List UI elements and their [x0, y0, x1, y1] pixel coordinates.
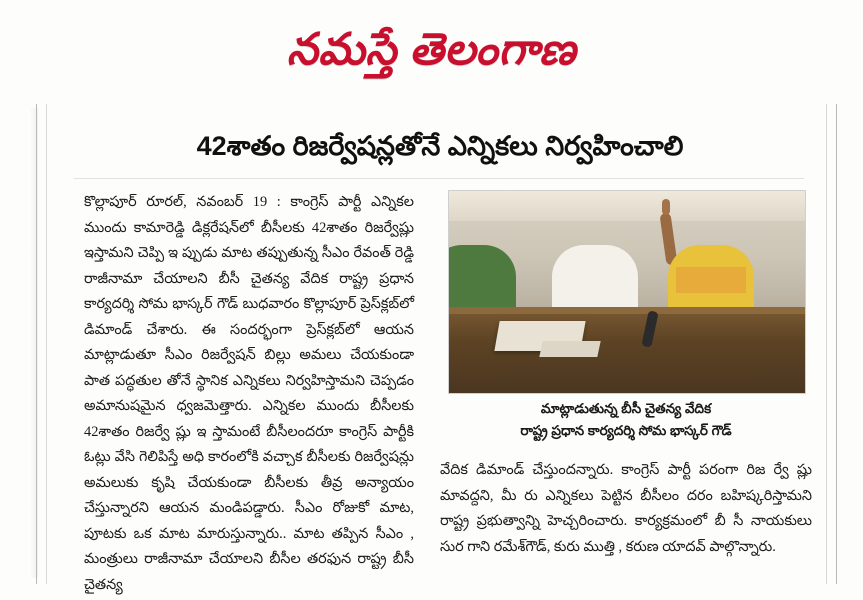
masthead — [0, 18, 863, 88]
person-scarf — [676, 267, 746, 293]
article-photo — [448, 190, 806, 394]
article-column-2: వేదిక డిమాండ్ చేస్తుందన్నారు. కాంగ్రెస్ పార్టీ పరంగా రిజ ర్వే ష్లు మావద్దని, మీ రు ఎన్నికలు పెట్టిన బీసీలం దరం బహిష్కరిస్తామని రాష్ట్ర ప్రభుత్వాన్ని హెచ్చరించారు. కార్యక్రమంలో బీ సీ నాయకులు సుర గాని రమేశ్‌గౌడ్, కురు ముత్తి , కరుణ యాదవ్ పాల్గొన్నారు. — [440, 462, 812, 555]
photo-caption — [440, 398, 812, 442]
photo-wall-band — [449, 191, 805, 221]
photo-paper-sheet-secondary — [539, 341, 600, 357]
headline-divider — [74, 178, 804, 179]
photo-caption-line-1: మాట్లాడుతున్న బీసీ చైతన్య వేదిక — [540, 401, 712, 416]
article-headline: 42శాతం రిజర్వేషన్లతోనే ఎన్నికలు నిర్వహించాలి — [196, 131, 684, 161]
person-pointing-finger — [662, 199, 670, 215]
column-rule-left-outer — [36, 104, 37, 584]
article-column-1: కొల్లాపూర్ రూరల్, నవంబర్ 19 : కాంగ్రెస్ పార్టీ ఎన్నికల ముందు కామారెడ్డి డిక్లరేషన్‌లో బీసీలకు 42శాతం రిజర్వేష్లు ఇస్తామని చెప్పి ఇ ప్పుడు మాట తప్పుతున్న సీఎం రేవంత్ రెడ్డి రాజీనామా చేయాలని బీసీ చైతన్య వేదిక రాష్ట్ర ప్రధాన కార్యదర్శి సోమ భాస్కర్ గౌడ్ బుధవారం కొల్లాపూర్ ప్రెస్‌క్లబ్‌లో డిమాండ్ చేశారు. ఈ సందర్భంగా ప్రెస్‌క్లబ్‌లో ఆయన మాట్లాడుతూ సీఎం రిజర్వేషన్ బిల్లు అమలు చేయకుండా పాత పద్ధతుల తోనే స్థానిక ఎన్నికలు నిర్వహిస్తామని చెప్పడం అమానుషమైన ధ్వజమెత్తారు. ఎన్నికల ముందు బీసీలకు 42శాతం రిజర్వే ష్లు ఇ స్తామంటే బీసీలందరూ కాంగ్రెస్ పార్టీకి ఓట్లు వేసి గెలిపిస్తే అధి కారంలోకి వచ్చాక బీసీలకు రిజర్వేషన్లు అమలుకు కృషి చేయకుండా బీసీలకు తీవ్ర అన్యాయం చేస్తున్నారని ఆయన మండిపడ్డారు. సీఎం రోజుకో మాట, పూటకు ఒక మాట మారుస్తున్నారు.. మాట తప్పిన సీఎం , మంత్రులు రాజీనామా చేయాలని బీసీల తరఫున రాష్ట్ర బీసీ చైతన్య — [84, 194, 414, 593]
photo-caption-line-2: రాష్ట్ర ప్రధాన కార్యదర్శి సోమ భాస్కర్ గౌడ్ — [520, 423, 732, 438]
column-rule-right-inner — [826, 104, 827, 584]
column-rule-right-outer — [836, 104, 837, 584]
photo-table-edge — [449, 307, 805, 314]
masthead-title: నమస్తే తెలంగాణ — [286, 25, 577, 74]
column-rule-left-inner — [46, 104, 47, 584]
